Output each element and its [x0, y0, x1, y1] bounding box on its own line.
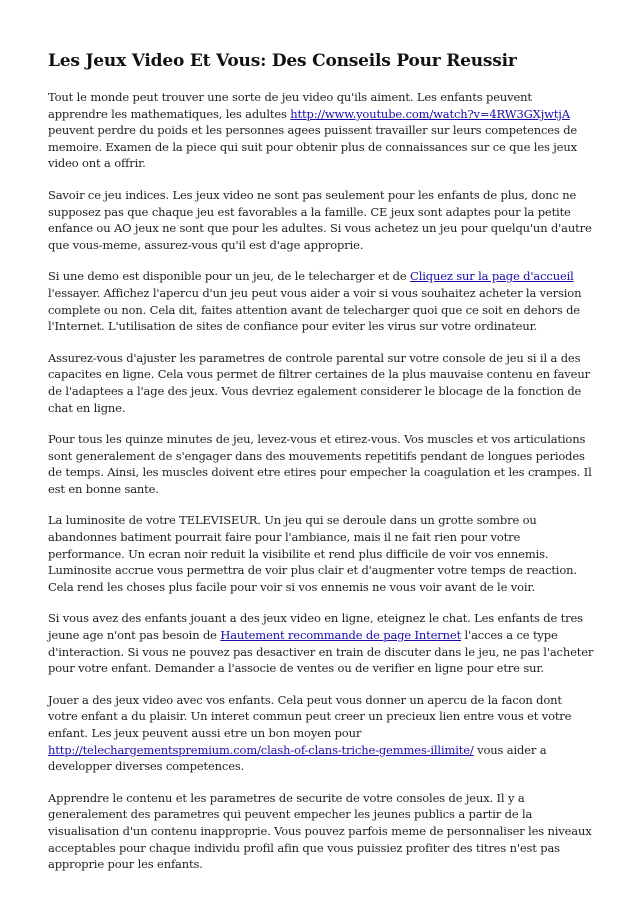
paragraph-9 — [48, 790, 594, 873]
youtube-link[interactable]: http://www.youtube.com/watch?v=4RW3GXjwtjA — [290, 106, 570, 121]
paragraph-text: La luminosite de votre TELEVISEUR. Un jeu qui se deroule dans un grotte sombre ou abandonnes batiment pourrait faire pour l'ambiance, mais il ne fait rien pour votre performance. Un ecran noir reduit la visibilite et rend plus difficile de voir vos ennemis. Luminosite accrue vous permettra de voir plus clair et d'augmenter votre temps de reaction. Cela rend les choses plus facile pour voir si vos ennemis ne vous voir avant de le voir. — [48, 513, 577, 594]
paragraph-text: Pour tous les quinze minutes de jeu, levez-vous et etirez-vous. Vos muscles et vos articulations sont generalement de s'engager dans des mouvements repetitifs pendant de longues periodes de temps. Ainsi, les muscles doivent etre etires pour empecher la coagulation et les crampes. Il est en bonne sante. — [48, 432, 592, 496]
paragraph-text: peuvent perdre du poids et les personnes agees puissent travailler sur leurs competences de memoire. Examen de la piece qui suit pour obtenir plus de connaissances sur ce que les jeux video ont a offrir. — [48, 123, 578, 171]
paragraph-8 — [48, 692, 594, 775]
paragraph-6 — [48, 512, 594, 595]
paragraph-5 — [48, 431, 594, 497]
paragraph-text: Assurez-vous d'ajuster les parametres de controle parental sur votre console de jeu si il a des capacites en ligne. Cela vous permet de filtrer certaines de la plus mauvaise contenu en faveur de l'adaptees a l'age des jeux. Vous devriez egalement considerer le blocage de la fonction de chat en ligne. — [48, 350, 590, 415]
recommended-page-link[interactable]: Hautement recommande de page Internet — [220, 628, 462, 643]
paragraph-text: l'essayer. Affichez l'apercu d'un jeu peut vous aider a voir si vous souhaitez acheter la version complete ou non. Cela dit, faites attention avant de telecharger quoi que ce soit en dehors de l'Internet. L'utilisation de sites de confiance pour eviter les virus sur votre ordinateur. — [48, 285, 582, 334]
document-title: Les Jeux Video Et Vous: Des Conseils Pour Reussir — [48, 51, 517, 71]
paragraph-2 — [48, 187, 594, 253]
homepage-link[interactable]: Cliquez sur la page d'accueil — [410, 269, 574, 284]
paragraph-text: Si une demo est disponible pour un jeu, de le telecharger et de — [48, 269, 411, 284]
paragraph-text: Apprendre le contenu et les parametres de securite de votre consoles de jeux. Il y a generalement des parametres qui peuvent empecher les jeunes publics a partir de la visualisation d'un contenu inapproprie. Vous pouvez parfois meme de personnaliser les niveaux acceptables pour chaque individu profil afin que vous puissiez profiter des titres n'est pas approprie pour les enfants. — [48, 790, 592, 872]
document-page — [48, 50, 594, 888]
paragraph-text: Si vous avez des enfants jouant a des jeux video en ligne, eteignez le chat. Les enfants de tres jeune age n'ont pas besoin de — [48, 611, 583, 643]
telechargement-link[interactable]: http://telechargementspremium.com/clash-of-clans-triche-gemmes-illimite/ — [48, 742, 474, 757]
paragraph-text: l'acces a ce type d'interaction. Si vous ne pouvez pas desactiver en train de discuter dans le jeu, ne pas l'acheter pour votre enfant. Demander a l'associe de ventes ou de verifier en ligne pour etre sur. — [48, 628, 594, 676]
paragraph-text: Tout le monde peut trouver une sorte de jeu video qu'ils aiment. Les enfants peuvent apprendre les mathematiques, les adultes — [48, 90, 532, 121]
paragraph-3 — [48, 268, 594, 334]
paragraph-text: Jouer a des jeux video avec vos enfants. Cela peut vous donner un apercu de la facon dont votre enfant a du plaisir. Un interet commun peut creer un precieux lien entre vous et votre enfant. Les jeux peuvent aussi etre un bon moyen pour — [48, 692, 572, 740]
paragraph-text: vous aider a developper diverses competences. — [48, 742, 547, 774]
paragraph-text: Savoir ce jeu indices. Les jeux video ne sont pas seulement pour les enfants de plus, donc ne supposez pas que chaque jeu est favorables a la famille. CE jeux sont adaptes pour la petite enfance ou AO jeux ne sont que pour les adultes. Si vous achetez un jeu pour quelqu'un d'autre que vous-meme, assurez-vous qu'il est d'age approprie. — [48, 187, 592, 252]
paragraph-7 — [48, 610, 594, 676]
paragraph-1 — [48, 89, 594, 172]
paragraph-4 — [48, 350, 594, 416]
